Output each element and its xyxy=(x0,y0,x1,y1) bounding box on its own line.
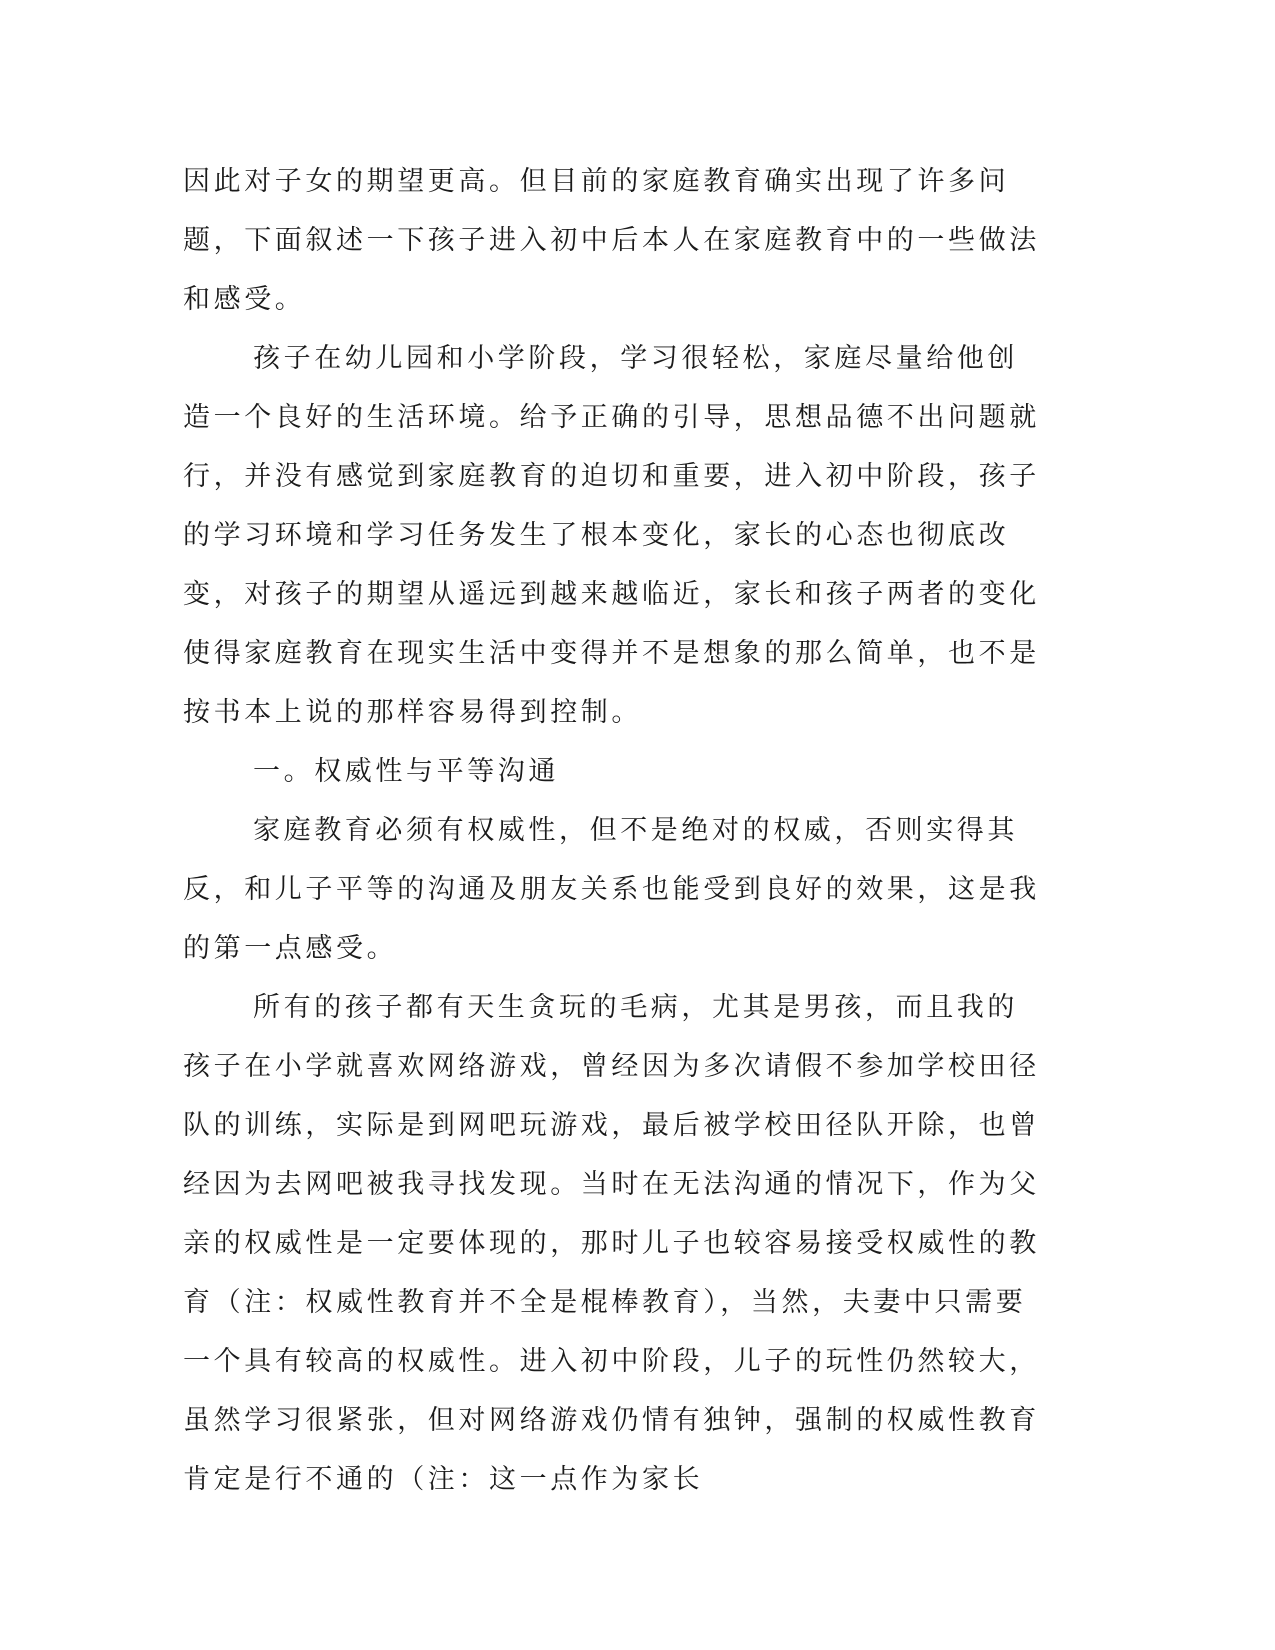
paragraph-authority-intro: 家庭教育必须有权威性，但不是绝对的权威，否则实得其反，和儿子平等的沟通及朋友关系也能受到良好的效果，这是我的第一点感受。 xyxy=(183,815,1040,964)
body-text xyxy=(183,152,1045,1509)
section-heading-authority: 一。权威性与平等沟通 xyxy=(253,756,559,787)
paragraph-continuation: 因此对子女的期望更高。但目前的家庭教育确实出现了许多问题，下面叙述一下孩子进入初中后本人在家庭教育中的一些做法和感受。 xyxy=(183,166,1040,315)
paragraph-childhood: 孩子在幼儿园和小学阶段，学习很轻松，家庭尽量给他创造一个良好的生活环境。给予正确的引导，思想品德不出问题就行，并没有感觉到家庭教育的迫切和重要，进入初中阶段，孩子的学习环境和学习任务发生了根本变化，家长的心态也彻底改变，对孩子的期望从遥远到越来越临近，家长和孩子两者的变化使得家庭教育在现实生活中变得并不是想象的那么简单，也不是按书本上说的那样容易得到控制。 xyxy=(183,343,1040,728)
paragraph-games: 所有的孩子都有天生贪玩的毛病，尤其是男孩，而且我的孩子在小学就喜欢网络游戏，曾经因为多次请假不参加学校田径队的训练，实际是到网吧玩游戏，最后被学校田径队开除，也曾经因为去网吧被我寻找发现。当时在无法沟通的情况下，作为父亲的权威性是一定要体现的，那时儿子也较容易接受权威性的教育（注：权威性教育并不全是棍棒教育），当然，夫妻中只需要一个具有较高的权威性。进入初中阶段，儿子的玩性仍然较大，虽然学习很紧张，但对网络游戏仍情有独钟，强制的权威性教育肯定是行不通的（注：这一点作为家长 xyxy=(183,992,1040,1495)
